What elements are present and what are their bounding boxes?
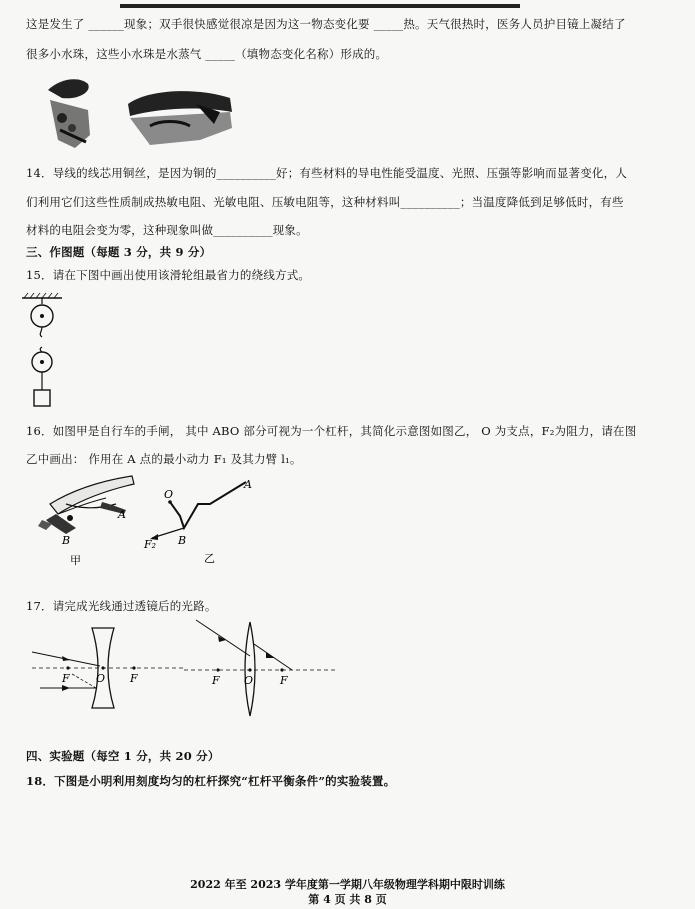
brake-label-b: B [62,534,71,547]
fig-caption-a: 甲 [70,554,81,567]
top-rule [120,4,520,8]
q14-line-2: 们利用它们这些性质制成热敏电阻、光敏电阻、压敏电阻等，这种材料叫__________；当温度降低到足够低时，有些 [26,195,624,209]
q16-fig-brake [36,474,146,574]
convex-label-o: O [244,674,254,687]
concave-label-f-left: F [62,672,70,685]
q17-text: 17．请完成光线通过透镜后的光路。 [26,599,217,613]
q17-convex-lens-diagram [182,616,342,716]
q16-fig-lever [140,476,270,571]
q18-text: 18．下图是小明利用刻度均匀的杠杆探究“杠杆平衡条件”的实验装置。 [26,774,396,788]
brake-handle [38,476,134,534]
lever-label-a: A [244,478,252,491]
q13-photo-right [128,91,232,145]
footer-page-number: 第 4 页 共 8 页 [308,893,387,906]
q13-photo-left [48,79,90,148]
q13-line-1: 这是发生了 ______现象；双手很快感觉很凉是因为这一物态变化要 _____热。天气很热时，医务人员护目镜上凝结了 [26,17,626,31]
lever-label-o: O [164,488,174,501]
convex-label-f-left: F [212,674,220,687]
q15-pulley-diagram [18,292,78,422]
q16-line-1: 16．如图甲是自行车的手闸， 其中 ABO 部分可视为一个杠杆，其简化示意图如图乙， O 为支点，F₂为阻力，请在图 [26,424,637,438]
concave-label-f-right: F [130,672,138,685]
convex-label-f-right: F [280,674,288,687]
q16-line-2: 乙中画出： 作用在 A 点的最小动力 F₁ 及其力臂 l₁。 [26,452,302,466]
q15-text: 15．请在下图中画出使用该滑轮组最省力的绕线方式。 [26,268,311,282]
footer-title: 2022 年至 2023 学年度第一学期八年级物理学科期中限时训练 [190,878,505,891]
brake-label-a: A [118,508,126,521]
lever-label-f2: F₂ [144,538,157,551]
lever-label-b: B [178,534,187,547]
q13-line-2: 很多小水珠，这些小水珠是水蒸气 _____（填物态变化名称）形成的。 [26,47,388,61]
q17-concave-lens-diagram [30,622,190,712]
section-3-title: 三、作图题（每题 3 分，共 9 分） [26,245,212,259]
fig-caption-b: 乙 [204,552,215,565]
q14-line-1: 14．导线的线芯用铜丝，是因为铜的__________好；有些材料的导电性能受温度、光照、压强等影响而显著变化，人 [26,166,628,180]
q14-line-3: 材料的电阻会变为零，这种现象叫做__________现象。 [26,223,308,237]
concave-label-o: O [96,672,106,685]
section-4-title: 四、实验题（每空 1 分，共 20 分） [26,749,220,763]
